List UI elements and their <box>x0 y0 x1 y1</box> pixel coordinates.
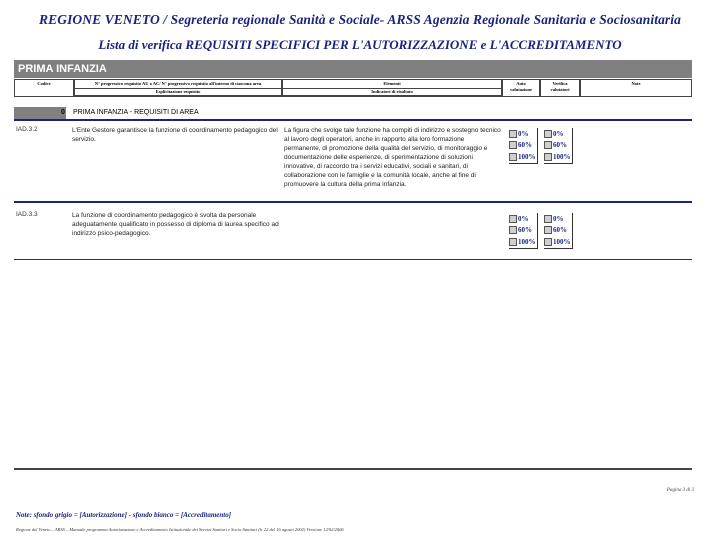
col-header-esplicitazione: Esplicitazione requisito <box>74 88 282 96</box>
checkbox[interactable] <box>509 238 517 246</box>
page-bottom-rule <box>14 468 692 470</box>
page-footer: Regione del Veneto – ARSS – Manuale programma Autorizzazione e Accreditamento Istituzionale dei Servizi Sanitari e Socio-Sanitari (lr 22 del 16 agosto 2002) Versione 12/02/2006 <box>16 527 344 532</box>
option-0[interactable]: 0% <box>544 128 571 140</box>
checkbox[interactable] <box>509 153 517 161</box>
checkbox[interactable] <box>544 130 552 138</box>
option-0[interactable]: 0% <box>544 213 571 225</box>
row-2-self-assessment <box>509 213 538 249</box>
option-60[interactable]: 60% <box>509 140 536 152</box>
col-header-elementi: Elementi <box>282 79 502 97</box>
row-1-requirement: L'Ente Gestore garantisce la funzione di coordinamento pedagogico del servizio. <box>72 127 278 143</box>
checkbox[interactable] <box>544 226 552 234</box>
checkbox[interactable] <box>509 141 517 149</box>
row-1-indicator: La figura che svolge tale funzione ha compiti di indirizzo e sostegno tecnico al lavoro degli operatori, anche in rapporto alla loro formazione permanente, di promozione della qualità del servizio, di monitoraggio e documentazione delle esperienze, di sperimentazione di soluzioni innovative, di raccordo tra i servizi educativi, sociali e sanitari, di collaborazione con le famiglie e la comunità locale, anche al fine di promuovere la cultura della prima infanzia. <box>284 127 501 188</box>
row-1-verification <box>544 128 573 164</box>
page-number: Pagina 3 di 3 <box>666 488 694 493</box>
option-100[interactable]: 100% <box>509 236 536 248</box>
row-2-requirement: La funzione di coordinamento pedagogico è svolta da personale adeguatamente qualificato in possesso di diploma di laurea specifico ad indirizzo psico-pedagogico. <box>72 212 279 237</box>
area-title: PRIMA INFANZIA - REQUISITI DI AREA <box>73 109 199 116</box>
col-header-verifica: Verifica valutatori <box>540 79 580 97</box>
area-divider <box>14 119 692 121</box>
row-1-code: IAD.3.2 <box>16 126 38 133</box>
option-100[interactable]: 100% <box>544 236 571 248</box>
col-header-progressivo: N° progressivo requisito AU o AC/ N° progressivo requisito all'interno di ciascuna area <box>74 79 282 97</box>
area-number-bg <box>14 107 66 119</box>
option-100[interactable]: 100% <box>544 151 571 163</box>
col-header-codice: Codice <box>14 79 74 97</box>
checkbox[interactable] <box>544 238 552 246</box>
checkbox[interactable] <box>509 130 517 138</box>
col-header-indicatori: Indicatori di risultato <box>282 88 502 96</box>
row-divider <box>14 201 692 203</box>
checkbox[interactable] <box>544 153 552 161</box>
area-number: 0 <box>61 109 65 116</box>
option-0[interactable]: 0% <box>509 128 536 140</box>
row-2-verification <box>544 213 573 249</box>
document-title: REGIONE VENETO / Segreteria regionale Sanità e Sociale- ARSS Agenzia Regionale Sanitaria e Sociosanitaria <box>39 12 681 27</box>
area-header <box>14 107 692 121</box>
option-60[interactable]: 60% <box>544 140 571 152</box>
option-60[interactable]: 60% <box>544 225 571 237</box>
checkbox[interactable] <box>544 141 552 149</box>
row-divider <box>14 259 692 260</box>
option-60[interactable]: 60% <box>509 225 536 237</box>
checkbox[interactable] <box>544 215 552 223</box>
document-subtitle: Lista di verifica REQUISITI SPECIFICI PER L'AUTORIZZAZIONE e L'ACCREDITAMENTO <box>98 37 622 52</box>
checkbox[interactable] <box>509 215 517 223</box>
section-title-bar: PRIMA INFANZIA <box>14 60 692 78</box>
option-100[interactable]: 100% <box>509 151 536 163</box>
checkbox[interactable] <box>509 226 517 234</box>
row-1-self-assessment <box>509 128 538 164</box>
col-header-note: Note <box>580 79 692 97</box>
row-2-code: IAD.3.3 <box>16 211 38 218</box>
legend-note: Note: sfondo grigio = [Autorizzazione] - sfondo bianco = [Accreditamento] <box>16 511 232 519</box>
col-header-autovalutazione: Auto valutazione <box>502 79 540 97</box>
option-0[interactable]: 0% <box>509 213 536 225</box>
